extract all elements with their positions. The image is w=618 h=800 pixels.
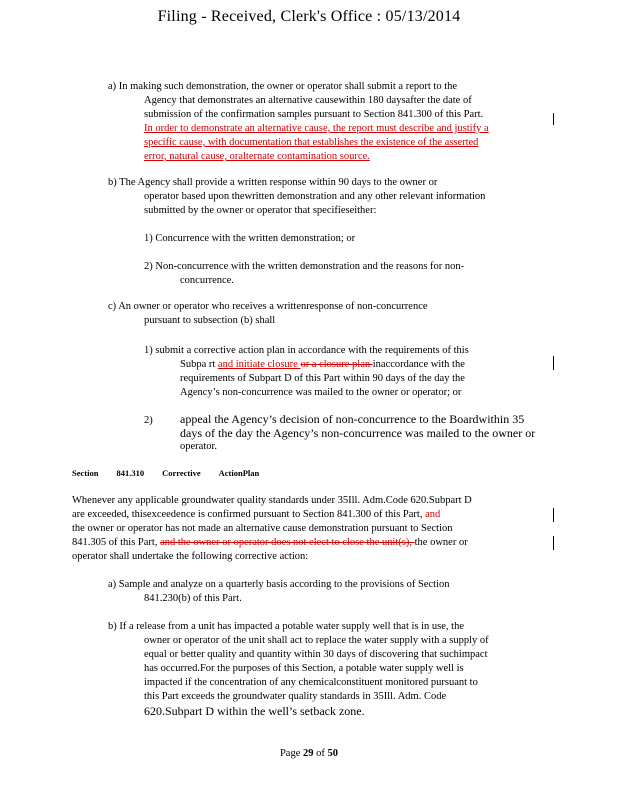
item-text: operator.	[180, 441, 218, 452]
item-number: 2)	[144, 415, 153, 426]
inserted-text: and	[425, 509, 441, 520]
revision-bar	[553, 508, 554, 522]
action-a	[108, 578, 449, 606]
paragraph-a-line: Agency that demonstrates an alternative causewithin 180 daysafter the date of	[144, 95, 472, 106]
paragraph-c-line: pursuant to subsection (b) shall	[144, 315, 276, 326]
action-b-line: impacted if the concentration of any chemicalconstituent monitored pursuant to	[144, 677, 478, 688]
inserted-text-line: error, natural cause, oralternate contamination source.	[144, 151, 370, 162]
body-line	[72, 536, 472, 550]
paragraph-b	[108, 176, 538, 218]
page-label: Page	[279, 748, 301, 759]
page-number: 29	[303, 748, 314, 759]
item-text: 1) submit a corrective action plan in accordance with the requirements of this	[144, 345, 469, 356]
inserted-text-line: specific cause, with documentation that establishes the existence of the asserted	[144, 137, 479, 148]
paragraph-b-item-1	[144, 232, 355, 246]
paragraph-b-line: operator based upon thewritten demonstration and any other relevant information	[144, 191, 486, 202]
paragraph-c-item-2-number	[144, 414, 153, 428]
item-text: Agency’s non-concurrence was mailed to the owner or operator; or	[180, 387, 462, 398]
item-text: appeal the Agency’s decision of non-concurrence to the Boardwithin 35	[180, 412, 525, 426]
paragraph-b-line: submitted by the owner or operator that specifieseither:	[144, 205, 377, 216]
action-a-line: 841.230(b) of this Part.	[144, 593, 242, 604]
body-line: operator shall undertake the following corrective action:	[72, 551, 309, 562]
item-text-plain: inaccordance with the	[372, 359, 465, 370]
action-b-line: this Part exceeds the groundwater quality standards in 35Ill. Adm. Code	[144, 691, 447, 702]
body-line	[72, 508, 472, 522]
deleted-text: or a closure plan	[300, 359, 373, 370]
item-text: concurrence.	[180, 275, 234, 286]
item-text: 1) Concurrence with the written demonstration; or	[144, 233, 356, 244]
section-title-word: Corrective	[162, 468, 201, 478]
inserted-text-line: In order to demonstrate an alternative cause, the report must describe and justify a	[144, 123, 489, 134]
item-text-plain: Subpa rt	[180, 359, 218, 370]
section-label: Section	[72, 468, 99, 478]
body-text-plain: are exceeded, thisexceedence is confirmed pursuant to Section 841.300 of this Part,	[72, 509, 426, 520]
body-line: the owner or operator has not made an alternative cause demonstration pursuant to Section	[72, 523, 453, 534]
revision-bar	[553, 536, 554, 550]
of-label: of	[316, 748, 325, 759]
total-pages: 50	[327, 748, 339, 759]
paragraph-c-item-1	[144, 344, 469, 400]
item-text: days of the day the Agency’s non-concurrence was mailed to the owner or	[180, 426, 536, 440]
paragraph-c	[108, 300, 428, 328]
section-title-word: ActionPlan	[218, 468, 260, 478]
item-text	[144, 358, 469, 372]
filing-header: Filing - Received, Clerk's Office : 05/13/2014	[157, 8, 461, 25]
revision-bar	[553, 356, 554, 370]
paragraph-a	[108, 80, 538, 164]
action-b-line: equal or better quality and quantity within 30 days of discovering that suchimpact	[144, 649, 488, 660]
body-line: Whenever any applicable groundwater quality standards under 35Ill. Adm.Code 620.Subpart D	[72, 495, 472, 506]
item-text: requirements of Subpart D of this Part within 90 days of the day the	[180, 373, 465, 384]
page-footer	[0, 748, 618, 759]
item-text: 2) Non-concurrence with the written demonstration and the reasons for non-	[144, 261, 465, 272]
paragraph-a-line: submission of the confirmation samples pursuant to Section 841.300 of this Part.	[144, 109, 484, 120]
body-text-plain: 841.305 of this Part,	[72, 537, 161, 548]
deleted-text: and the owner or operator does not elect to close the unit(s),	[160, 537, 415, 548]
body-text-plain: the owner or	[414, 537, 468, 548]
section-number: 841.310	[116, 468, 145, 478]
section-body-paragraph	[72, 494, 472, 564]
action-a-line: a) Sample and analyze on a quarterly basis according to the provisions of Section	[108, 579, 450, 590]
action-b-line: owner or operator of the unit shall act to replace the water supply with a supply of	[144, 635, 489, 646]
paragraph-c-item-2	[180, 412, 535, 454]
paragraph-b-item-2	[144, 260, 464, 288]
action-b-line: has occurred.For the purposes of this Section, a potable water supply well is	[144, 663, 464, 674]
section-heading	[72, 468, 277, 478]
revision-bar	[553, 113, 554, 125]
action-b-line: b) If a release from a unit has impacted a potable water supply well that is in use, the	[108, 621, 465, 632]
action-b	[108, 620, 489, 718]
paragraph-b-line: b) The Agency shall provide a written response within 90 days to the owner or	[108, 177, 438, 188]
inserted-text: and initiate closure	[217, 359, 301, 370]
paragraph-a-line: a) In making such demonstration, the owner or operator shall submit a report to the	[108, 81, 458, 92]
paragraph-c-line: c) An owner or operator who receives a writtenresponse of non-concurrence	[108, 301, 428, 312]
action-b-line: 620.Subpart D within the well’s setback zone.	[144, 704, 365, 718]
